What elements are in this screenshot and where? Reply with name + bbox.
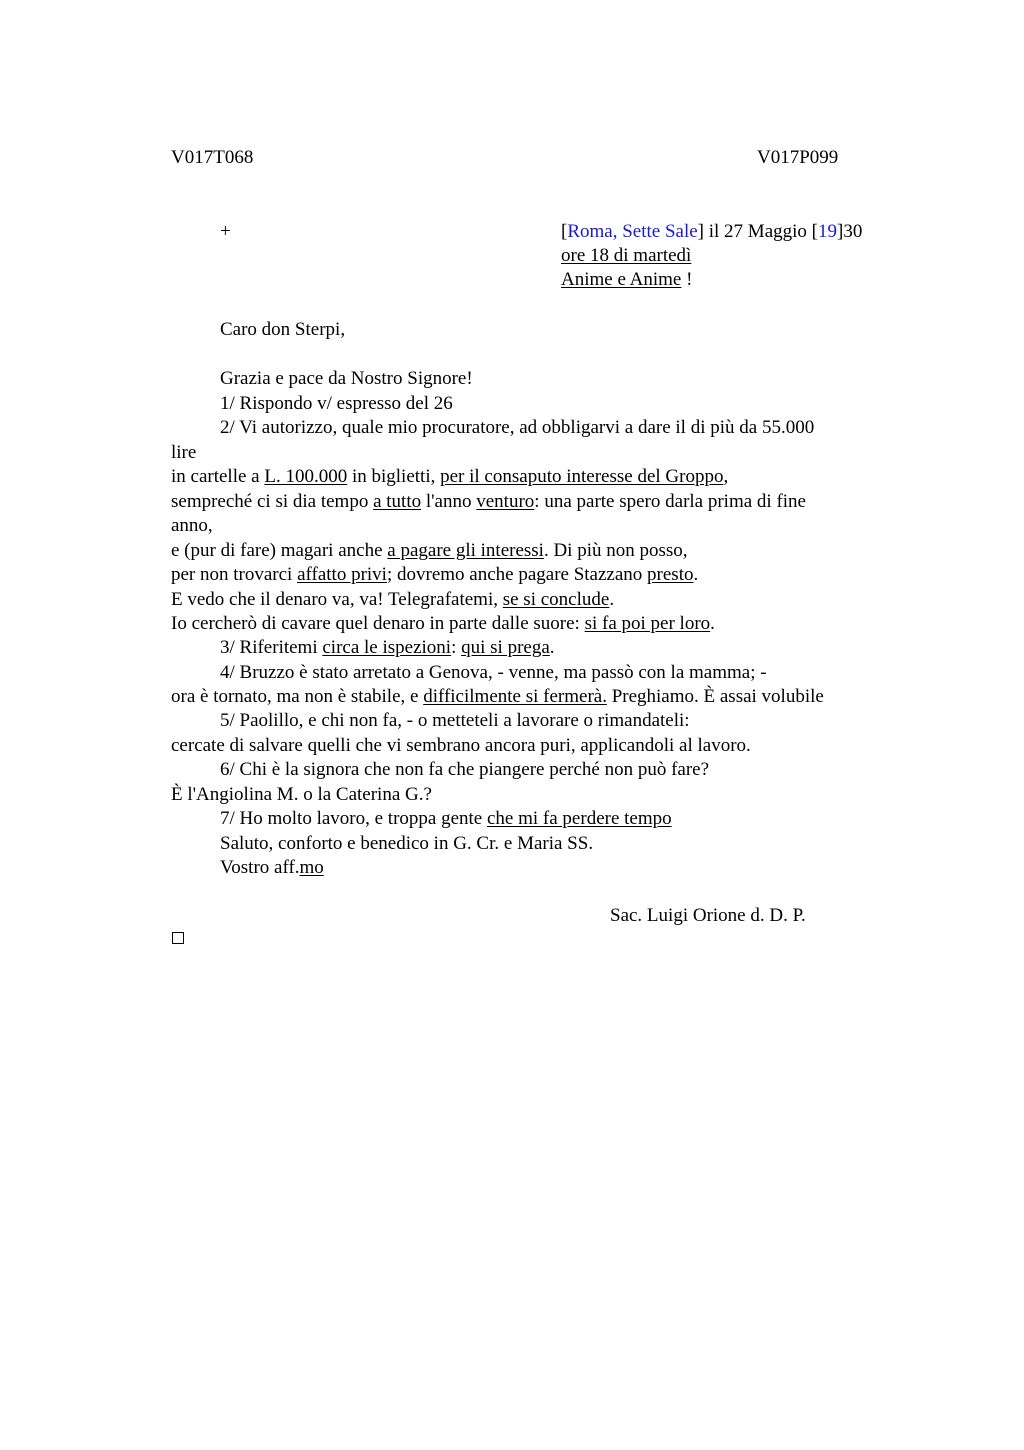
paragraph-5-line-1: 5/ Paolillo, e chi non fa, - o metteteli a lavorare o rimandateli: — [220, 710, 690, 731]
document-code-left: V017T068 — [171, 147, 254, 168]
year-part: 19 — [818, 221, 837, 242]
paragraph-7: 7/ Ho molto lavoro, e troppa gente che mi fa perdere tempo — [220, 808, 672, 829]
paragraph-3: 3/ Riferitemi circa le ispezioni: qui si prega. — [220, 637, 555, 658]
paragraph-6-line-2: È l'Angiolina M. o la Caterina G.? — [171, 784, 432, 805]
paragraph-2-line-6: e (pur di fare) magari anche a pagare gli interessi. Di più non posso, — [171, 540, 688, 561]
greeting: Grazia e pace da Nostro Signore! — [220, 368, 473, 389]
motto: Anime e Anime ! — [561, 269, 693, 290]
paragraph-6-line-1: 6/ Chi è la signora che non fa che piangere perché non può fare? — [220, 759, 710, 780]
signature: Sac. Luigi Orione d. D. P. — [610, 905, 806, 926]
paragraph-4-line-2: ora è tornato, ma non è stabile, e difficilmente si fermerà. Preghiamo. È assai volubile — [171, 686, 824, 707]
checkbox-square-icon — [172, 932, 184, 944]
valediction: Vostro aff.mo — [220, 857, 324, 878]
paragraph-2-line-8: E vedo che il denaro va, va! Telegrafatemi, se si conclude. — [171, 589, 615, 610]
closing: Saluto, conforto e benedico in G. Cr. e Maria SS. — [220, 833, 594, 854]
paragraph-4-line-1: 4/ Bruzzo è stato arretato a Genova, - venne, ma passò con la mamma; - — [220, 662, 767, 683]
paragraph-2-line-9: Io cercherò di cavare quel denaro in parte dalle suore: si fa poi per loro. — [171, 613, 715, 634]
paragraph-1: 1/ Rispondo v/ espresso del 26 — [220, 393, 453, 414]
place-date: [Roma, Sette Sale] il 27 Maggio [19]30 — [561, 221, 863, 242]
paragraph-2-line-2: lire — [171, 442, 197, 463]
paragraph-2-line-7: per non trovarci affatto privi; dovremo anche pagare Stazzano presto. — [171, 564, 699, 585]
cross-mark: + — [220, 221, 231, 242]
document-code-right: V017P099 — [757, 147, 839, 168]
place-name: Roma, Sette Sale — [567, 221, 698, 242]
time-line: ore 18 di martedì — [561, 245, 692, 266]
salutation: Caro don Sterpi, — [220, 319, 346, 340]
paragraph-2-line-1: 2/ Vi autorizzo, quale mio procuratore, ad obbligarvi a dare il di più da 55.000 — [220, 417, 815, 438]
paragraph-2-line-3: in cartelle a L. 100.000 in biglietti, per il consaputo interesse del Groppo, — [171, 466, 729, 487]
paragraph-2-line-4: sempreché ci si dia tempo a tutto l'anno venturo: una parte spero darla prima di fine — [171, 491, 806, 512]
paragraph-5-line-2: cercate di salvare quelli che vi sembrano ancora puri, applicandoli al lavoro. — [171, 735, 751, 756]
paragraph-2-line-5: anno, — [171, 515, 213, 536]
